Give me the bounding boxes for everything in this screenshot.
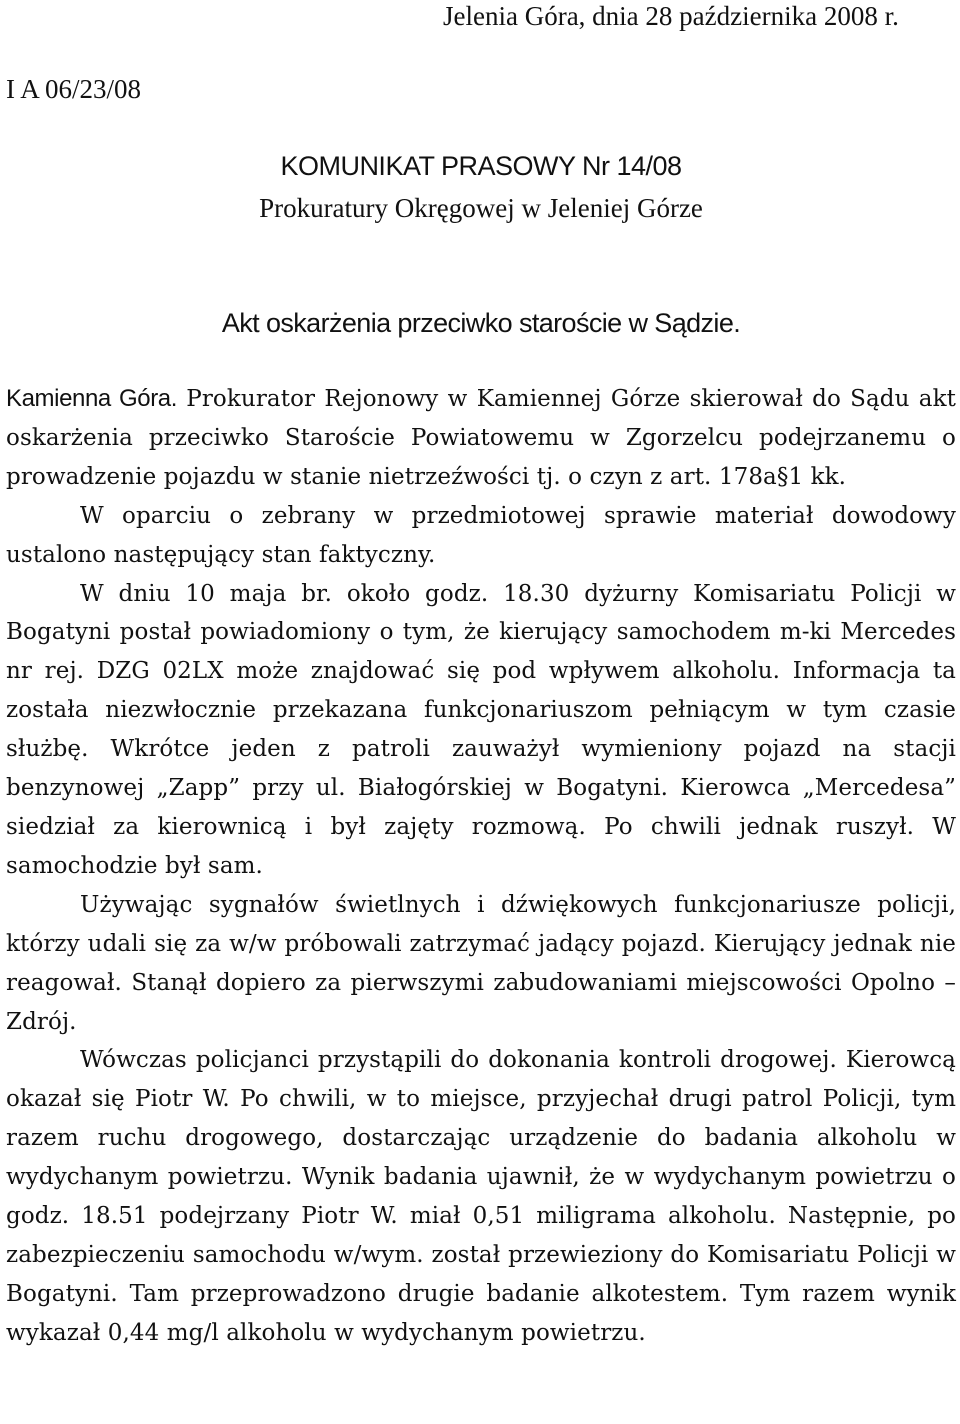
paragraph-facts: W dniu 10 maja br. około godz. 18.30 dyżurny Komisariatu Policji w Bogatyni postał powiadomiony o tym, że kierujący samochodem m-ki Mercedes nr rej. DZG 02LX może znajdować się pod wpływem alkoholu. Informacja ta została niezwłocznie przekazana funkcjonariuszom pełniącym w tym czasie służbę. Wkrótce jeden z patroli zauważył wymieniony pojazd na stacji benzynowej „Zapp” przy ul. Białogórskiej w Bogatyni. Kierowca „Mercedesa” siedział za kierownicą i był zajęty rozmową. Po chwili jednak ruszył. W samochodzie był sam. (6, 580, 956, 879)
paragraph-intro-text: Prokurator Rejonowy w Kamiennej Górze skierował do Sądu akt oskarżenia przeciwko Staroście Powiatowemu w Zgorzelcu podejrzanemu o prowadzenie pojazdu w stanie nietrzeźwości tj. o czyn z art. 178a§1 kk. (6, 386, 956, 490)
document-title: Akt oskarżenia przeciwko staroście w Sądzie. (221, 308, 741, 338)
press-release-heading: KOMUNIKAT PRASOWY Nr 14/08 (280, 151, 682, 181)
dateline: Jelenia Góra, dnia 28 października 2008 r. (443, 1, 899, 31)
paragraph-evidence: W oparciu o zebrany w przedmiotowej sprawie materiał dowodowy ustalono następujący stan faktyczny. (6, 502, 956, 568)
place-name: Kamienna Góra. (6, 385, 177, 412)
case-signature: I A 06/23/08 (6, 74, 142, 104)
paragraph-intro (6, 380, 956, 497)
paragraph-inspection: Wówczas policjanci przystąpili do dokonania kontroli drogowej. Kierowcą okazał się Piotr W. Po chwili, w to miejsce, przyjechał drugi patrol Policji, tym razem ruchu drogowego, dostarczając urządzenie do badania alkoholu w wydychanym powietrzu. Wynik badania ujawnił, że w wydychanym powietrzu o godz. 18.51 podejrzany Piotr W. miał 0,51 miligrama alkoholu. Następnie, po zabezpieczeniu samochodu w/wym. został przewieziony do Komisariatu Policji w Bogatyni. Tam przeprowadzono drugie badanie alkotestem. Tym razem wynik wykazał 0,44 mg/l alkoholu w wydychanym powietrzu. (6, 1047, 956, 1346)
paragraph-pursuit: Używając sygnałów świetlnych i dźwiękowych funkcjonariusze policji, którzy udali się za w/w próbowali zatrzymać jadący pojazd. Kierujący jednak nie reagował. Stanął dopiero za pierwszymi zabudowaniami miejscowości Opolno – Zdrój. (6, 891, 956, 1035)
issuing-office: Prokuratury Okręgowej w Jeleniej Górze (259, 193, 703, 223)
document-body (6, 380, 956, 1353)
